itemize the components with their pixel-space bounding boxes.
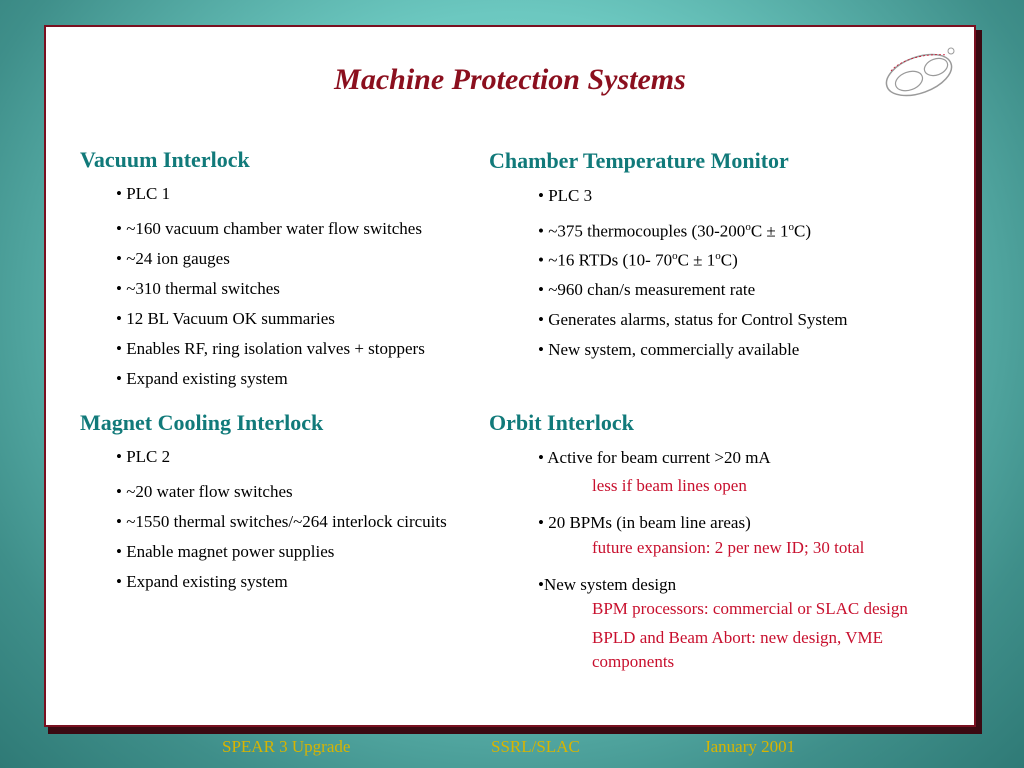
vacuum-bullet-thermal-switches: • ~310 thermal switches xyxy=(116,279,280,298)
temperature-bullet-new-system: • New system, commercially available xyxy=(538,340,800,359)
orbit-note-beam-lines: less if beam lines open xyxy=(592,476,747,495)
temperature-bullet-rate: • ~960 chan/s measurement rate xyxy=(538,280,756,299)
orbit-bullet-beam-current: • Active for beam current >20 mA xyxy=(538,448,771,467)
magnet-cooling-heading: Magnet Cooling Interlock xyxy=(80,410,324,435)
magnet-bullet-plc: • PLC 2 xyxy=(116,447,171,466)
footer-right: January 2001 xyxy=(704,737,796,756)
storage-ring-logo-icon xyxy=(881,41,961,103)
orbit-note-bpm-processors: BPM processors: commercial or SLAC design xyxy=(592,599,908,618)
orbit-bullet-bpms: • 20 BPMs (in beam line areas) xyxy=(538,513,751,532)
footer-center: SSRL/SLAC xyxy=(491,737,580,756)
orbit-note-future-expansion: future expansion: 2 per new ID; 30 total xyxy=(592,538,865,557)
vacuum-bullet-enables-rf: • Enables RF, ring isolation valves + stoppers xyxy=(116,339,425,358)
magnet-bullet-flow-switches: • ~20 water flow switches xyxy=(116,482,293,501)
orbit-note-bpld: BPLD and Beam Abort: new design, VME xyxy=(592,628,884,647)
magnet-bullet-power-supplies: • Enable magnet power supplies xyxy=(116,542,335,561)
temperature-bullet-rtds: • ~16 RTDs (10- $70^oC \pm 1^oC$) xyxy=(538,250,738,270)
orbit-note-components: components xyxy=(592,652,675,671)
temperature-monitor-heading: Chamber Temperature Monitor xyxy=(489,148,789,173)
footer-left: SPEAR 3 Upgrade xyxy=(222,737,351,756)
temperature-bullet-alarms: • Generates alarms, status for Control System xyxy=(538,310,848,329)
orbit-bullet-new-system: •New system design xyxy=(538,575,677,594)
vacuum-interlock-heading: Vacuum Interlock xyxy=(80,147,250,172)
vacuum-bullet-expand: • Expand existing system xyxy=(116,369,288,388)
magnet-bullet-thermal-switches: • ~1550 thermal switches/~264 interlock circuits xyxy=(116,512,447,531)
temperature-bullet-thermocouples: • ~375 thermocouples $(30-200^oC \pm 1^oC)$ xyxy=(538,221,811,241)
magnet-bullet-expand: • Expand existing system xyxy=(116,572,288,591)
vacuum-bullet-ion-gauges: • ~24 ion gauges xyxy=(116,249,230,268)
orbit-interlock-heading: Orbit Interlock xyxy=(489,410,634,435)
slide-title: Machine Protection Systems xyxy=(334,63,686,96)
vacuum-bullet-plc: • PLC 1 xyxy=(116,184,171,203)
vacuum-bullet-bl-summaries: • 12 BL Vacuum OK summaries xyxy=(116,309,335,328)
vacuum-bullet-flow-switches: • ~160 vacuum chamber water flow switches xyxy=(116,219,422,238)
temperature-bullet-plc: • PLC 3 xyxy=(538,186,593,205)
slide xyxy=(44,25,976,727)
